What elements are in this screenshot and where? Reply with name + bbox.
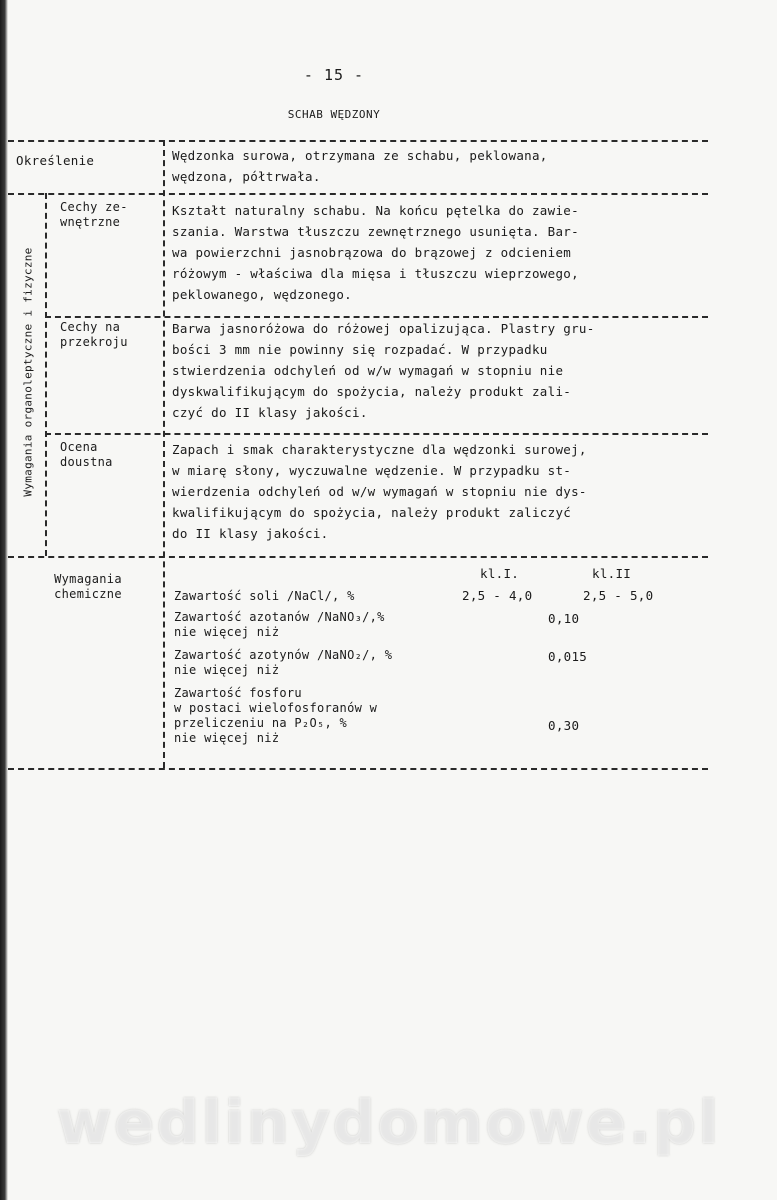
page-number: - 15 -: [303, 66, 365, 84]
nitrate-content-label: Zawartość azotanów /NaNO₃/,% nie więcej niż: [174, 610, 385, 639]
phosphorus-content-label: Zawartość fosforu w postaci wielofosforanów w przeliczeniu na P₂O₅, % nie więcej niż: [174, 686, 378, 745]
cross-section-text: Barwa jasnoróżowa do różowej opalizująca. Plastry gru- bości 3 mm nie powinny się rozpadać. W przypadku stwierdzenia odchyleń od w/w wymagań w stopniu nie dyskwalifikującym do spożycia, należy produkt zali- czyć do II klasy jakości.: [172, 321, 595, 420]
salt-content-class-1: 2,5 - 4,0: [462, 588, 533, 603]
column-rule-section: [45, 193, 47, 556]
phosphorus-content-value: 0,30: [548, 718, 580, 733]
table-bottom-rule: [8, 768, 708, 770]
nitrite-content-value: 0,015: [548, 649, 588, 664]
row-rule-definition: [8, 193, 708, 195]
document-title: SCHAB WĘDZONY: [287, 108, 381, 121]
external-features-label: Cechy ze- wnętrzne: [60, 200, 128, 229]
organoleptic-section-text: Wymagania organoleptyczne i fizyczne: [21, 247, 35, 497]
nitrate-content-value: 0,10: [548, 611, 580, 626]
class-2-header: kl.II: [592, 566, 632, 581]
cross-section-label: Cechy na przekroju: [60, 320, 128, 349]
external-features-text: Kształt naturalny schabu. Na końcu pętelka do zawie- szania. Warstwa tłuszczu zewnętrznego usunięta. Bar- wa powierzchni jasnobrązowa do brązowej z odcieniem różowym - właściwa dla mięsa i tłuszczu wieprzowego, peklowanego, wędzonego.: [172, 203, 579, 302]
scan-page-edge: [0, 0, 8, 1200]
salt-content-label: Zawartość soli /NaCl/, %: [174, 589, 355, 603]
table-top-rule: [8, 140, 708, 142]
row-rule-organoleptic-end: [8, 556, 708, 558]
column-rule-main: [163, 140, 165, 768]
taste-assessment-text: Zapach i smak charakterystyczne dla wędzonki surowej, w miarę słony, wyczuwalne wędzenie. W przypadku st- wierdzenia odchyleń od w/w wymagań w stopniu nie dys- kwalifikującym do spożycia, należy produkt zaliczyć do II klasy jakości.: [172, 442, 587, 541]
definition-label: Określenie: [16, 153, 95, 168]
nitrite-content-label: Zawartość azotynów /NaNO₂/, % nie więcej niż: [174, 648, 393, 677]
taste-assessment-label: Ocena doustna: [60, 440, 113, 469]
chemical-requirements-label: Wymagania chemiczne: [54, 572, 122, 601]
row-rule-cross-section: [45, 433, 708, 435]
site-watermark: wedlinydomowe.pl: [56, 1088, 721, 1158]
class-1-header: kl.I.: [480, 566, 520, 581]
salt-content-class-2: 2,5 - 5,0: [583, 588, 654, 603]
definition-text: Wędzonka surowa, otrzymana ze schabu, peklowana, wędzona, półtrwała.: [172, 148, 548, 184]
